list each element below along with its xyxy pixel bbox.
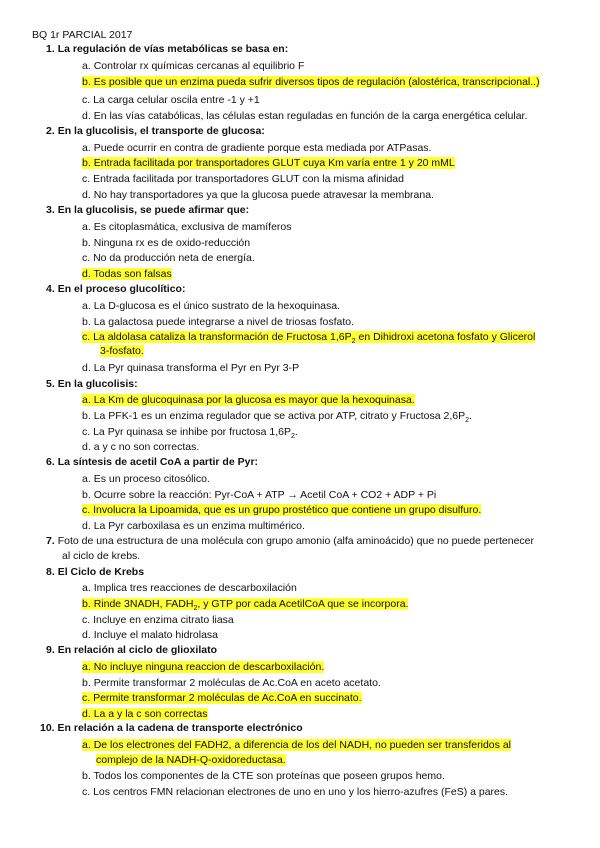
option-text: Todos los componentes de la CTE son proteínas que poseen grupos hemo. bbox=[93, 770, 445, 782]
option-text: Puede ocurrir en contra de gradiente porque esta mediada por ATPasas. bbox=[93, 142, 432, 154]
option bbox=[82, 172, 404, 186]
option-text: Es posible que un enzima pueda sufrir diversos tipos de regulación (alostérica, transcripcional..) bbox=[93, 76, 540, 88]
question-3 bbox=[46, 204, 249, 216]
option bbox=[82, 581, 297, 595]
option-letter: b. bbox=[82, 677, 91, 689]
option bbox=[82, 75, 540, 89]
question-number: 10. bbox=[40, 722, 55, 734]
subscript: 2 bbox=[193, 605, 198, 613]
question-number: 8. bbox=[46, 566, 55, 578]
option bbox=[82, 267, 172, 281]
question-6 bbox=[46, 456, 258, 468]
question-text: En relación al ciclo de glioxilato bbox=[57, 644, 217, 656]
question-10 bbox=[40, 722, 303, 734]
question-9 bbox=[46, 644, 217, 656]
option bbox=[82, 156, 455, 170]
question-5 bbox=[46, 378, 138, 390]
option-text: La Pyr quinasa transforma el Pyr en Pyr 3-P bbox=[93, 362, 300, 374]
option-text: a y c no son correctas. bbox=[93, 441, 200, 453]
option bbox=[82, 676, 381, 690]
option-text: La a y la c son correctas bbox=[93, 708, 208, 720]
option-text: Controlar rx químicas cercanas al equilibrio F bbox=[93, 60, 305, 72]
option-letter: b. bbox=[82, 76, 91, 88]
option-letter: a. bbox=[82, 473, 91, 485]
option-text: La carga celular oscila entre -1 y +1 bbox=[93, 94, 260, 106]
option bbox=[82, 330, 535, 349]
option-text: Incluye en enzima citrato liasa bbox=[93, 614, 234, 626]
question-text: En la glucolisis: bbox=[57, 378, 138, 390]
option-text: La galactosa puede integrarse a nivel de triosas fosfato. bbox=[93, 316, 355, 328]
option bbox=[82, 488, 436, 502]
option-text: La PFK-1 es un enzima regulador que se activa por ATP, citrato y Fructosa 2,6P bbox=[93, 410, 466, 422]
option-letter: a. bbox=[82, 300, 91, 312]
question-text: al ciclo de krebs. bbox=[62, 550, 141, 562]
option-letter: b. bbox=[82, 598, 91, 610]
option-letter: b. bbox=[82, 316, 91, 328]
option-text: Es citoplasmática, exclusiva de mamíferos bbox=[93, 221, 292, 233]
option-text: No incluye ninguna reaccion de descarboxilación. bbox=[93, 661, 325, 673]
option-text: . bbox=[468, 410, 472, 422]
option-letter: a. bbox=[82, 394, 91, 406]
option-text: Involucra la Lipoamida, que es un grupo prostético que contiene un grupo disulfuro. bbox=[93, 504, 482, 516]
question-text: La síntesis de acetil CoA a partir de Pyr: bbox=[57, 456, 259, 468]
question-number: 4. bbox=[46, 283, 55, 295]
option bbox=[82, 503, 481, 517]
subscript: 2 bbox=[290, 433, 295, 441]
option bbox=[82, 299, 340, 313]
option-text: Rinde 3NADH, FADH bbox=[93, 598, 194, 610]
option-letter: c. bbox=[82, 252, 91, 264]
option-text: La Pyr quinasa se inhibe por fructosa 1,6P bbox=[93, 426, 291, 438]
option-letter: a. bbox=[82, 661, 91, 673]
option-letter: c. bbox=[82, 786, 91, 798]
option-letter: c. bbox=[82, 426, 91, 438]
option-text: En las vías catabólicas, las células estan reguladas en función de la carga energética celular. bbox=[93, 110, 528, 122]
option bbox=[82, 613, 234, 627]
option bbox=[82, 220, 292, 234]
option-text: Es un proceso citosólico. bbox=[93, 473, 210, 485]
question-1 bbox=[46, 43, 288, 55]
option bbox=[82, 251, 255, 265]
option-text: De los electrones del FADH2, a diferencia de los del NADH, no pueden ser transferidos al bbox=[93, 739, 511, 751]
question-number: 2. bbox=[46, 125, 55, 137]
option-text: Ocurre sobre la reacción: Pyr-CoA + ATP → Acetil CoA + CO2 + ADP + Pi bbox=[93, 489, 437, 501]
option-text: en Dihidroxi acetona fosfato y Glicerol bbox=[358, 331, 536, 343]
option-letter: d. bbox=[82, 268, 91, 280]
question-number: 6. bbox=[46, 456, 55, 468]
option-text: Entrada facilitada por transportadores GLUT con la misma afinidad bbox=[93, 173, 404, 185]
option-text: La Pyr carboxilasa es un enzima multimérico. bbox=[93, 520, 305, 532]
option-letter: c. bbox=[82, 331, 91, 343]
option bbox=[82, 785, 508, 799]
subscript: 2 bbox=[465, 417, 469, 425]
option-letter: c. bbox=[82, 173, 91, 185]
question-number: 7. bbox=[46, 535, 55, 547]
option bbox=[82, 188, 434, 202]
option bbox=[82, 769, 445, 783]
option-text: Ninguna rx es de oxido-reducción bbox=[93, 237, 251, 249]
option-text: No hay transportadores ya que la glucosa puede atravesar la membrana. bbox=[93, 189, 434, 201]
question-7 bbox=[46, 534, 566, 549]
option bbox=[82, 472, 210, 486]
option-letter: a. bbox=[82, 60, 91, 72]
option-letter: c. bbox=[82, 504, 91, 516]
option-letter: b. bbox=[82, 157, 91, 169]
option-text: Todas son falsas bbox=[93, 268, 172, 280]
option bbox=[82, 738, 511, 752]
subscript: 2 bbox=[351, 338, 356, 346]
document-title: BQ 1r PARCIAL 2017 bbox=[32, 29, 133, 41]
question-4 bbox=[46, 283, 185, 295]
option-text: Implica tres reacciones de descarboxilación bbox=[93, 582, 297, 594]
option-letter: c. bbox=[82, 692, 91, 704]
question-text: La regulación de vías metabólicas se basa en: bbox=[57, 43, 289, 55]
option bbox=[82, 109, 527, 123]
option bbox=[82, 141, 431, 155]
option-letter: d. bbox=[82, 189, 91, 201]
option-text: La aldolasa cataliza la transformación de Fructosa 1,6P bbox=[93, 331, 352, 343]
option-letter: b. bbox=[82, 237, 91, 249]
question-number: 5. bbox=[46, 378, 55, 390]
question-number: 3. bbox=[46, 204, 55, 216]
option-text: Entrada facilitada por transportadores GLUT cuya Km varía entre 1 y 20 mML bbox=[93, 157, 455, 169]
option-text: complejo de la NADH-Q-oxidoreductasa. bbox=[96, 754, 286, 766]
option-text: La Km de glucoquinasa por la glucosa es mayor que la hexoquinasa. bbox=[93, 394, 415, 406]
option-text: Los centros FMN relacionan electrones de uno en uno y los hierro-azufres (FeS) a pares. bbox=[93, 786, 509, 798]
question-text: Foto de una estructura de una molécula con grupo amonio (alfa aminoácido) que no puede pertenecer bbox=[57, 535, 534, 547]
question-7-continuation bbox=[62, 549, 582, 564]
option-letter: a. bbox=[82, 582, 91, 594]
option-letter: d. bbox=[82, 629, 91, 641]
option bbox=[82, 93, 260, 107]
option-letter: a. bbox=[82, 142, 91, 154]
question-2 bbox=[46, 125, 265, 137]
option-letter: a. bbox=[82, 739, 91, 751]
question-number: 1. bbox=[46, 43, 55, 55]
question-number: 9. bbox=[46, 644, 55, 656]
option bbox=[82, 628, 218, 642]
option bbox=[82, 691, 362, 705]
option-letter: d. bbox=[82, 110, 91, 122]
option bbox=[82, 519, 305, 533]
question-8 bbox=[46, 566, 144, 578]
question-text: En la glucolisis, el transporte de glucosa: bbox=[57, 125, 265, 137]
option bbox=[82, 660, 324, 674]
option-continuation bbox=[96, 753, 286, 767]
option-text: , y GTP por cada AcetilCoA que se incorpora. bbox=[197, 598, 409, 610]
option-text: Permite transformar 2 moléculas de Ac.CoA en aceto acetato. bbox=[93, 677, 381, 689]
option-letter: a. bbox=[82, 221, 91, 233]
option-letter: b. bbox=[82, 410, 91, 422]
option-text: La D-glucosa es el único sustrato de la hexoquinasa. bbox=[93, 300, 341, 312]
question-text: En la glucolisis, se puede afirmar que: bbox=[57, 204, 250, 216]
question-text: En relación a la cadena de transporte electrónico bbox=[57, 722, 303, 734]
option-text: Permite transformar 2 moléculas de Ac.CoA en succinato. bbox=[93, 692, 362, 704]
option-text: Incluye el malato hidrolasa bbox=[93, 629, 219, 641]
option bbox=[82, 707, 208, 721]
option-letter: b. bbox=[82, 770, 91, 782]
option-letter: d. bbox=[82, 520, 91, 532]
question-text: En el proceso glucolítico: bbox=[57, 283, 186, 295]
option-text: 3-fosfato. bbox=[100, 345, 144, 357]
option-text: . bbox=[294, 426, 298, 438]
option-continuation bbox=[100, 344, 144, 358]
option-letter: d. bbox=[82, 441, 91, 453]
option-letter: c. bbox=[82, 614, 91, 626]
option-letter: d. bbox=[82, 708, 91, 720]
option bbox=[82, 236, 250, 250]
option bbox=[82, 59, 304, 73]
option bbox=[82, 440, 199, 454]
option-text: No da producción neta de energía. bbox=[93, 252, 255, 264]
option bbox=[82, 315, 354, 329]
option-letter: d. bbox=[82, 362, 91, 374]
question-text: El Ciclo de Krebs bbox=[57, 566, 145, 578]
option-letter: b. bbox=[82, 489, 91, 501]
option bbox=[82, 393, 415, 407]
option-letter: c. bbox=[82, 94, 91, 106]
option bbox=[82, 361, 299, 375]
